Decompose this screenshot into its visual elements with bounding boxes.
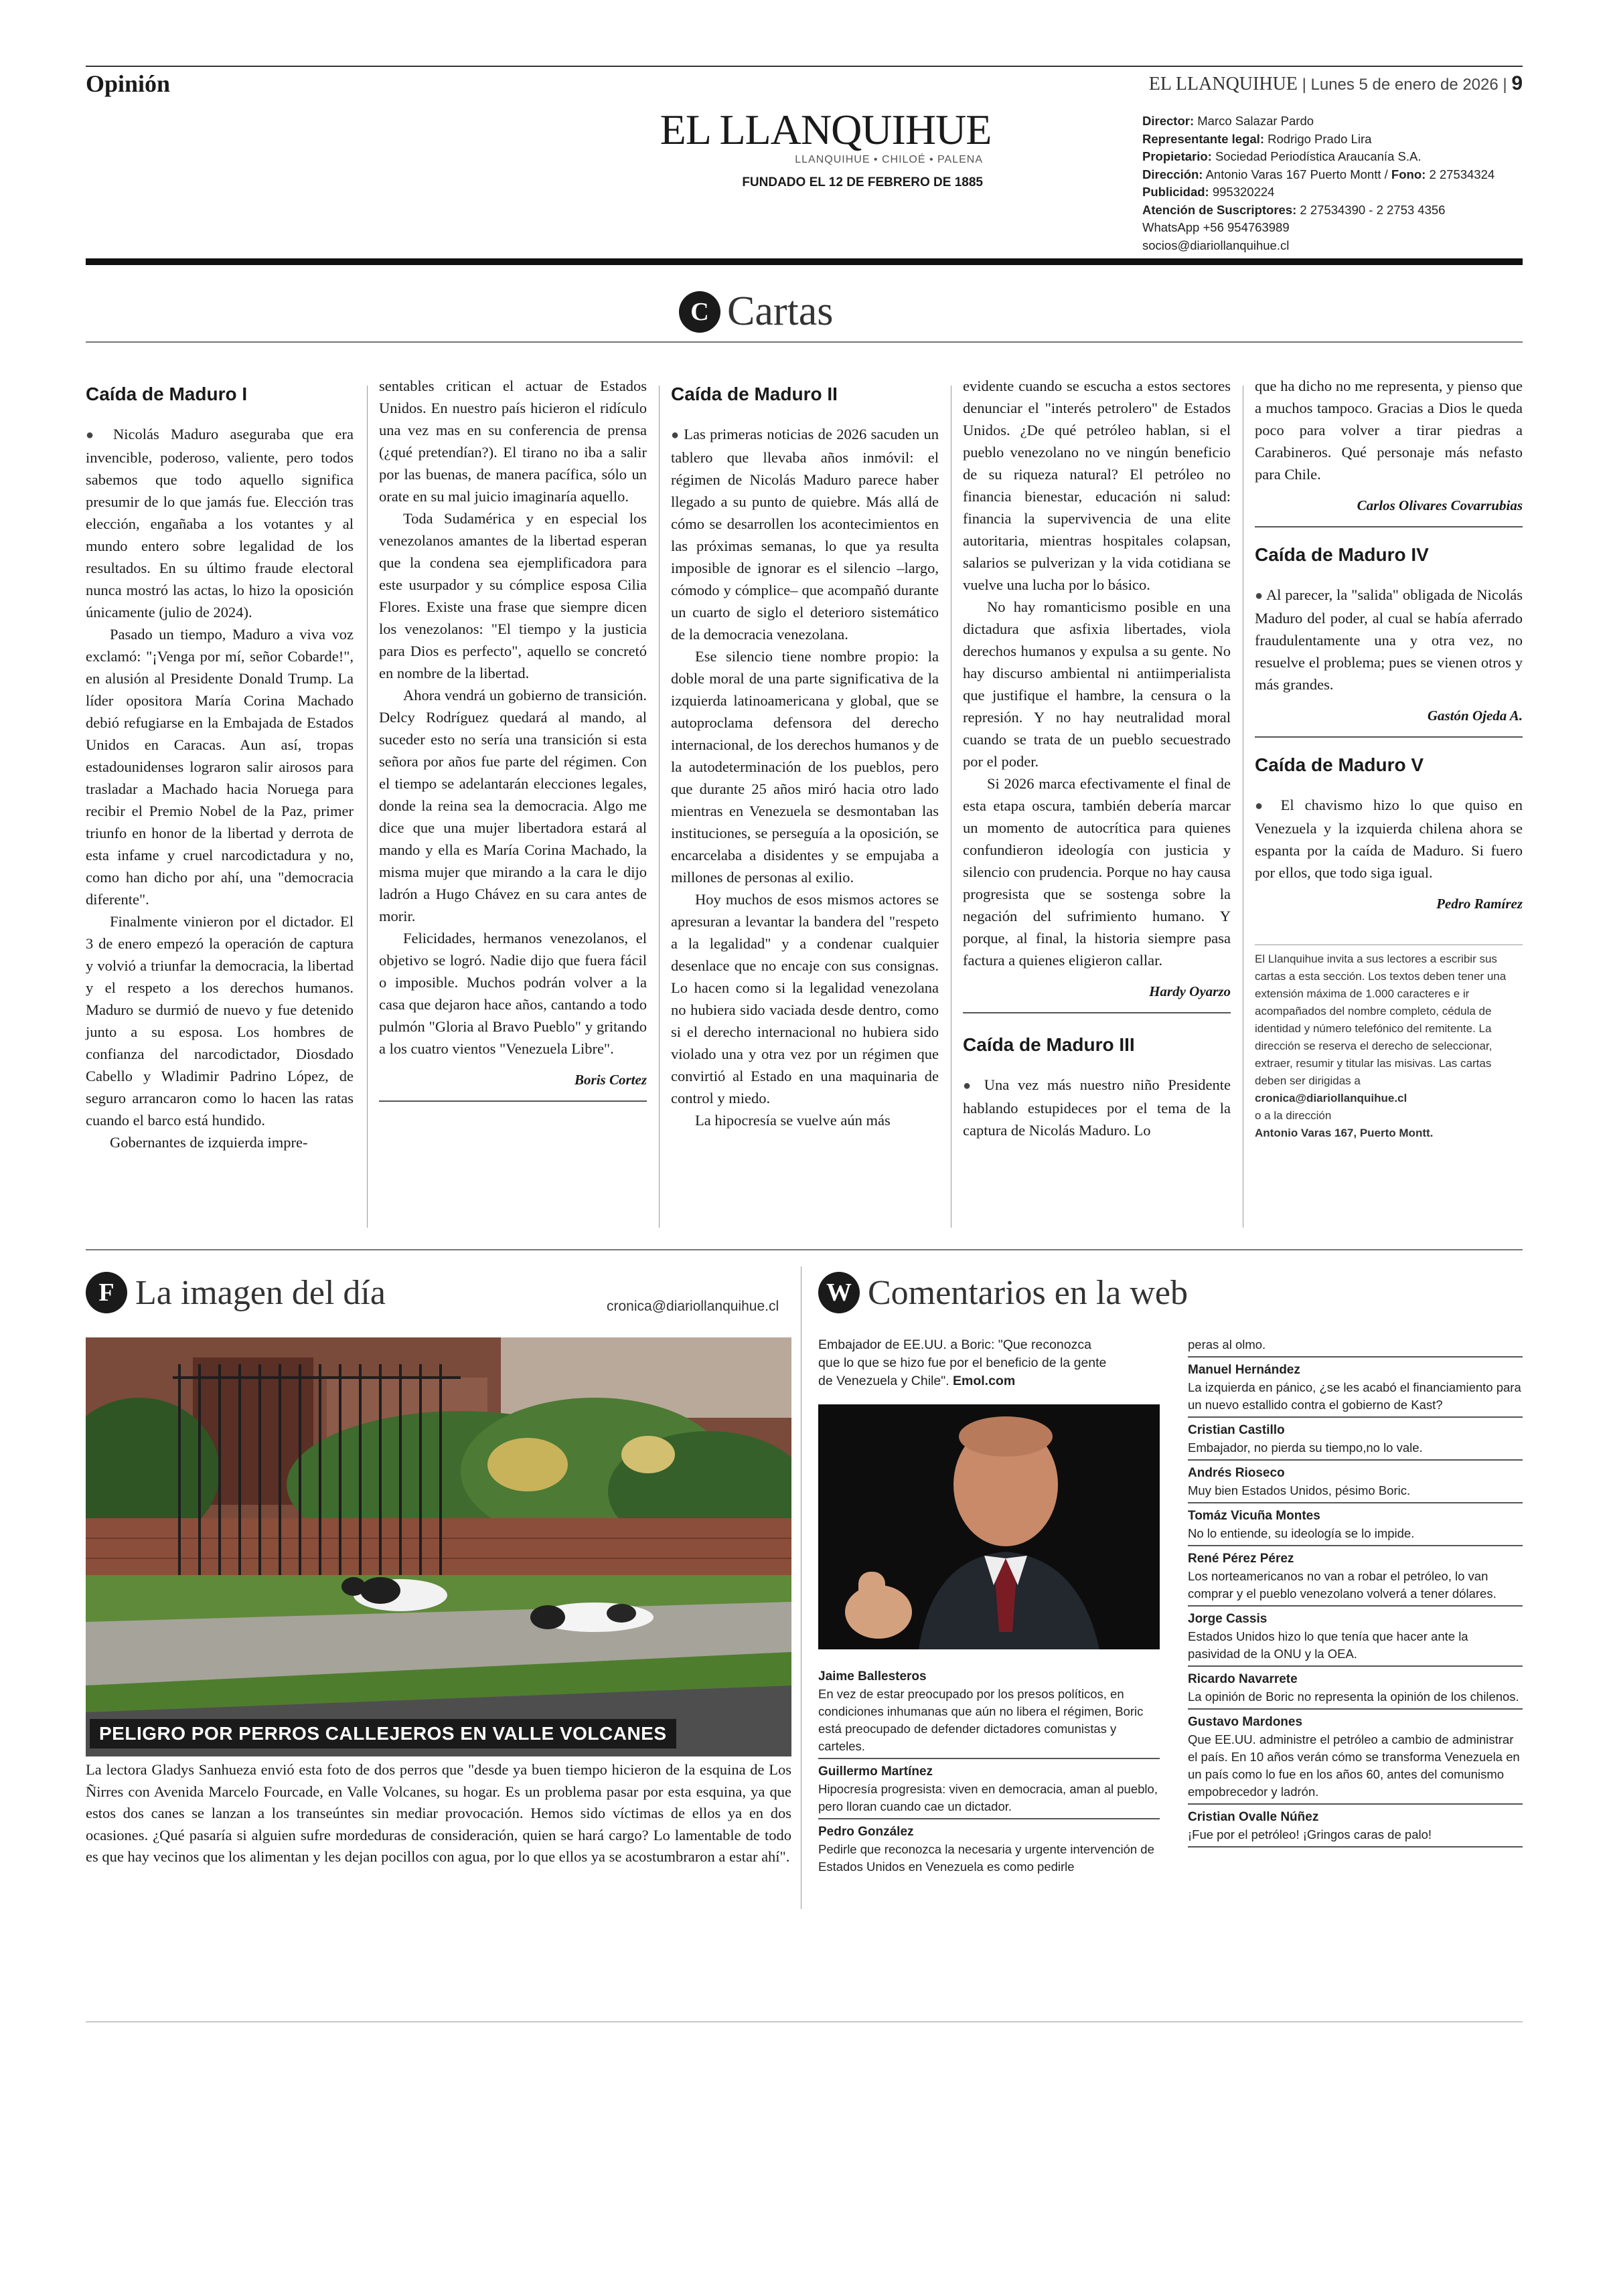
comment-text: Pedirle que reconozca la necesaria y urgente intervención de Estados Unidos en Venezuela es como pedirle (818, 1842, 1154, 1874)
letter-signature: Carlos Olivares Covarrubias (1255, 495, 1523, 527)
imagen-email[interactable]: cronica@diariollanquihue.cl (607, 1299, 779, 1314)
letter-paragraph: ● El chavismo hizo lo que quiso en Venezuela y la izquierda chilena ahora se espanta por la caída de Maduro. Si fuero por ellos, que todo siga igual. (1255, 797, 1523, 881)
comment-item (1188, 1550, 1523, 1607)
letter-column-5 (1255, 375, 1523, 1142)
folio-paper-name: EL LLANQUIHUE (1148, 74, 1298, 94)
comment-text: No lo entiende, su ideología se lo impide. (1188, 1526, 1415, 1540)
comment-item (1188, 1671, 1523, 1710)
letter-headline: Caída de Maduro V (1255, 754, 1424, 775)
imagen-title: La imagen del día (135, 1273, 386, 1312)
letter-signature: Hardy Oyarzo (963, 981, 1231, 1013)
comment-author: Gustavo Mardones (1188, 1715, 1303, 1729)
letter-paragraph: evidente cuando se escucha a estos sectores denunciar el "interés petrolero" de Estados Unidos. ¿De qué petróleo hablan, si el pueblo venezolano no ve ningún beneficio de su riqueza natural? El petróleo no financia bienestar, educación ni salud: financia la supervivencia de una elite autoritaria, mientras hospitales colapsan, salarios se pulverizan y la vida cotidiana se vuelve una lucha por lo básico. (963, 378, 1231, 593)
letter-headline: Caída de Maduro III (963, 1034, 1135, 1055)
letter-paragraph: Hoy muchos de esos mismos actores se apresuran a levantar la bandera del "respeto a la legalidad" y a condenar cualquier desenlace que no encaje con sus consignas. Lo hacen como si la legalidad venezolana no hubiera sido vaciada desde dentro, como si el derecho internacional no hubiera sido violado una y otra vez por un régimen que convirtió al Estado en una maquinaria de control y miedo. (671, 891, 939, 1106)
letter-paragraph: sentables critican el actuar de Estados Unidos. En nuestro país hicieron el ridículo una vez mas en su conferencia de prensa (¿qué pretendían?). El tirano no iba a salir por las buenas, de manera pacífica, sólo un orate en su mal juicio imaginaría aquello. (379, 378, 647, 505)
comment-text: En vez de estar preocupado por los presos políticos, en condiciones inhumanas que aún no libera el régimen, Boric está preocupado de defender dictadores comunistas y carteles. (818, 1687, 1144, 1753)
photo-description: La lectora Gladys Sanhueza envió esta foto de dos perros que "desde ya buen tiempo hicieron de la esquina de Los Ñirres con Avenida Marcelo Fourcade, en Valle Volcanes, su hogar. Es un problema pasar por esta esquina, ya que estos dos canes se lanzan a los transeúntes sin mediar provocación. Hemos sido víctimas de ellos ya en dos ocasiones. ¿Qué pasaría si alguien sufre mordeduras de consideración, quien se hará cargo? Lo lamentable de todo es que hay vecinos que los alimentan y les dejan pocillos con agua, por lo que ellos ya se acostumbraron a estar ahí". (86, 1761, 791, 1865)
bullet-icon: ● (671, 428, 680, 442)
folio: EL LLANQUIHUE | Lunes 5 de enero de 2026 | 9 (1148, 72, 1523, 94)
notice-address: Antonio Varas 167, Puerto Montt. (1255, 1127, 1434, 1139)
ambassador-photo (818, 1404, 1160, 1649)
bullet-icon: ● (86, 428, 102, 442)
section-label: Opinión (86, 70, 171, 97)
letter-paragraph: ● Una vez más nuestro niño Presidente hablando estupideces por el tema de la captura de Nicolás Maduro. Lo (963, 1076, 1231, 1139)
letter-paragraph: ● Las primeras noticias de 2026 sacuden un tablero que llevaba años inmóvil: el régimen de Nicolás Maduro parece haber llegado a su punto de quiebre. Más allá de cómo se desarrollen los acontecimientos en las próximas semanas, lo que ya resulta imposible de ignorar es el silencio –largo, cómodo y cómplice– que acompañó durante un cuarto de siglo el deterioro sistemático de la democracia venezolana. (671, 426, 939, 643)
portrait-illustration (818, 1404, 1160, 1649)
top-rule (86, 66, 1523, 67)
comment-author: Pedro González (818, 1825, 914, 1839)
comment-item (818, 1668, 1160, 1759)
comment-text: Estados Unidos hizo lo que tenía que hacer ante la pasividad de la ONU y la OEA. (1188, 1629, 1468, 1661)
logo-subtitle: LLANQUIHUE • CHILOÉ • PALENA (795, 154, 983, 165)
page-header (86, 0, 1523, 268)
comentarios-heading (818, 1272, 1188, 1313)
comment-text: Los norteamericanos no van a robar el petróleo, lo van comprar y el pueblo venezolano volverá a tener dólares. (1188, 1569, 1497, 1601)
imagen-badge-icon: F (86, 1272, 127, 1313)
letter-column-2 (379, 375, 647, 1102)
comment-item (1188, 1465, 1523, 1503)
comment-author: Manuel Hernández (1188, 1363, 1300, 1377)
newspaper-logo: EL LLANQUIHUE (660, 106, 992, 153)
comment-item (1188, 1422, 1523, 1461)
letter-headline: Caída de Maduro I (86, 384, 248, 404)
cartas-heading (679, 288, 833, 335)
comment-author: Cristian Ovalle Núñez (1188, 1810, 1319, 1824)
letter-signature: Pedro Ramírez (1436, 896, 1523, 912)
comentarios-title: Comentarios en la web (868, 1273, 1188, 1312)
comment-author: Cristian Castillo (1188, 1423, 1285, 1437)
comment-text: ¡Fue por el petróleo! ¡Gringos caras de palo! (1188, 1827, 1432, 1841)
letter-paragraph: ● Nicolás Maduro aseguraba que era invencible, poderoso, valiente, pero todos sabemos que todo aquello significa presumir de lo que jamás fue. Elección tras elección, engañaba a los votantes y al mundo entero sobre legalidad de los resultados. En su último fraude electoral nunca mostró las actas, lo hizo la oposición únicamente (julio de 2024). (86, 426, 354, 621)
street-dogs-photo (86, 1337, 791, 1756)
comment-author: Ricardo Navarrete (1188, 1672, 1298, 1686)
letter-paragraph: Ahora vendrá un gobierno de transición. Delcy Rodríguez quedará al mando, al suceder esto no sería una transición si esta señora por años fue parte del régimen. Con el tiempo se adelantarán elecciones legales, donde la reina sea la democracia. Algo me dice que una mujer libertadora estará al mando y ella es María Corina Machado, la misma mujer que mirando a la cara le dijo ladrón a Hugo Chávez en su cara antes de morir. (379, 687, 647, 924)
letter-signature: Boris Cortez (379, 1069, 647, 1102)
comment-author: Tomáz Vicuña Montes (1188, 1509, 1320, 1523)
letter-column-3 (671, 375, 939, 1131)
section-rule (86, 341, 1523, 343)
staff-box (1142, 112, 1495, 254)
staff-line: Publicidad: 995320224 (1142, 185, 1275, 199)
staff-line: Propietario: Sociedad Periodística Araucanía S.A. (1142, 149, 1422, 163)
intro-source[interactable]: Emol.com (952, 1374, 1016, 1388)
imagen-heading (86, 1272, 386, 1313)
comments-right-column (1188, 1336, 1523, 1852)
comment-author: René Pérez Pérez (1188, 1552, 1294, 1566)
header-thick-rule (86, 258, 1523, 265)
letter-paragraph: que ha dicho no me representa, y pienso que a muchos tampoco. Gracias a Dios le queda poco para volver a tirar piedras a Carabineros. Qué personaje más nefasto para Chile. (1255, 378, 1523, 483)
comment-item (1188, 1507, 1523, 1546)
founded-line: FUNDADO EL 12 DE FEBRERO DE 1885 (742, 175, 983, 189)
staff-line: WhatsApp +56 954763989 (1142, 220, 1290, 234)
comment-author: Jorge Cassis (1188, 1612, 1268, 1626)
masthead (655, 108, 996, 190)
letter-paragraph: Felicidades, hermanos venezolanos, el objetivo se logró. Nadie dijo que fuera fácil o imposible. Muchos podrán volver a la casa que dejaron hace años, cantando a todo pulmón "Gloria al Bravo Pueblo" y gritando a los cuatro vientos "Venezuela Libre". (379, 930, 647, 1057)
letter-column-1 (86, 375, 354, 1153)
letter-signature: Gastón Ojeda A. (1255, 705, 1523, 738)
letter-paragraph: No hay romanticismo posible en una dictadura que asfixia libertades, viola derechos humanos y expulsa a su gente. No hay discurso ambiental ni antiimperialista que justifique el hambre, la censura o la represión. Y no hay neutralidad moral cuando se trata de un pueblo secuestrado por el poder. (963, 598, 1231, 770)
comment-text: Hipocresía progresista: viven en democracia, aman al pueblo, pero lloran cuando cae un dictador. (818, 1782, 1158, 1813)
comment-item (1188, 1714, 1523, 1805)
letter-headline: Caída de Maduro IV (1255, 544, 1429, 565)
bullet-icon: ● (963, 1078, 976, 1093)
comentarios-intro: Embajador de EE.UU. a Boric: "Que reconozca que lo que se hizo fue por el beneficio de la gente de Venezuela y Chile". Emol.com (818, 1337, 1107, 1388)
web-badge-icon: W (818, 1272, 860, 1313)
letter-paragraph: Finalmente vinieron por el dictador. El 3 de enero empezó la operación de captura y volvió a triunfar la democracia, la libertad y el respeto a los derechos humanos. Maduro se durmió de nuevo y fue detenido junto a su esposa. Los hombres de confianza del narcodictador, Diosdado Cabello y Wladimir Padrino López, de seguro arrancaron como lo hacen las ratas cuando el barco está hundido. (86, 913, 354, 1129)
letter-paragraph: Ese silencio tiene nombre propio: la doble moral de una parte significativa de la izquierda latinoamericana y global, que se autoproclama defensora del derecho internacional, de los derechos humanos y de la autodeterminación de los pueblos, pero que durante 25 años miró hacia otro lado mientras en Venezuela se desmontaban las instituciones, se perseguía a la oposición, se encarcelaba a disidentes y se empujaba a millones de personas al exilio. (671, 648, 939, 886)
comment-author: Andrés Rioseco (1188, 1466, 1285, 1480)
photo-illustration (86, 1337, 791, 1756)
photo-caption: PELIGRO POR PERROS CALLEJEROS EN VALLE VOLCANES (90, 1719, 676, 1748)
letter-paragraph: La hipocresía se vuelve aún más (695, 1112, 891, 1129)
letter-paragraph: Gobernantes de izquierda impre- (110, 1134, 308, 1151)
cartas-badge-icon: C (679, 291, 720, 333)
comment-item (818, 1763, 1160, 1819)
cartas-title: Cartas (727, 289, 834, 334)
staff-line: Representante legal: Rodrigo Prado Lira (1142, 131, 1372, 146)
column-divider (367, 386, 368, 1228)
staff-line: Director: Marco Salazar Pardo (1142, 114, 1314, 128)
letter-column-4 (963, 375, 1231, 1141)
bullet-icon: ● (1255, 588, 1264, 603)
page-number: 9 (1511, 72, 1523, 94)
staff-line[interactable]: socios@diariollanquihue.cl (1142, 238, 1290, 252)
comment-text: La opinión de Boric no representa la opinión de los chilenos. (1188, 1690, 1519, 1704)
comment-text: Embajador, no pierda su tiempo,no lo vale. (1188, 1441, 1423, 1455)
comment-text: Muy bien Estados Unidos, pésimo Boric. (1188, 1483, 1411, 1497)
bullet-icon: ● (1255, 799, 1270, 813)
submission-notice: El Llanquihue invita a sus lectores a escribir sus cartas a esta sección. Los textos deben tener una extensión máxima de 1.000 caracteres e ir acompañados del nombre completo, cédula de identidad y número telefónico del remitente. La dirección se reserva el derecho de seleccionar, extraer, resumir y titular las misivas. Las cartas deben ser dirigidas a cronica@diariollanquihue.cl o a la dirección Antonio Varas 167, Puerto Montt. (1255, 945, 1523, 1142)
column-divider (659, 386, 660, 1228)
letter-paragraph: Toda Sudamérica y en especial los venezolanos amantes de la libertad esperan que la condena sea ejemplificadora para este usurpador y su cómplice esposa Cilia Flores. Existe una frase que siempre dicen los venezolanos: "El tiempo y la justicia para Dios es perfecto", aquello se concretó en nombre de la libertad. (379, 510, 647, 681)
comment-item (1188, 1362, 1523, 1418)
staff-line: Dirección: Antonio Varas 167 Puerto Montt / Fono: 2 27534324 (1142, 167, 1495, 181)
section-rule (86, 1249, 1523, 1250)
comment-text: La izquierda en pánico, ¿se les acabó el financiamiento para un nuevo estallido contra el gobierno de Kast? (1188, 1380, 1521, 1412)
comment-item (818, 1823, 1160, 1876)
comment-item (1188, 1611, 1523, 1667)
letter-paragraph: Pasado un tiempo, Maduro a viva voz exclamó: "¡Venga por mí, señor Cobarde!", en alusión al Presidente Donald Trump. La líder opositora María Corina Machado debió refugiarse en la Embajada de Estados Unidos en Caracas. Aun así, tropas estadounidenses lograron salir airosos para trasladar a Machado hacia Noruega para recibir el Premio Nobel de la Paz, primer triunfo en honor de la libertad y derrota de esta infame y cruel narcodictadura y no, como han dicho por ahí, una "democracia diferente". (86, 626, 354, 908)
comment-continuation: peras al olmo. (1188, 1336, 1523, 1358)
comment-text: Que EE.UU. administre el petróleo a cambio de administrar el país. En 10 años verán cómo se transforma Venezuela en un país como lo fue en los años 60, antes del comunismo empobrecedor y ladrón. (1188, 1732, 1520, 1799)
letter-paragraph: Si 2026 marca efectivamente el final de esta etapa oscura, también debería marcar un momento de autocrítica para quienes confundieron ideología con justicia y silencio con prudencia. Porque no hay causa progresista que se sostenga sobre la negación del sufrimiento humano. Y porque, al final, la historia siempre pasa factura a quienes eligieron callar. (963, 775, 1231, 969)
staff-line: Atención de Suscriptores: 2 27534390 - 2 2753 4356 (1142, 202, 1446, 217)
comment-author: Guillermo Martínez (818, 1765, 933, 1779)
folio-date: Lunes 5 de enero de 2026 (1310, 76, 1499, 94)
letter-headline: Caída de Maduro II (671, 384, 838, 404)
comment-item (1188, 1809, 1523, 1848)
comment-author: Jaime Ballesteros (818, 1669, 927, 1684)
letter-paragraph: ● Al parecer, la "salida" obligada de Nicolás Maduro del poder, al cual se había aferrado fraudulentamente una y otra vez, no resuelve el problema; pues se vienen otros y más grandes. (1255, 586, 1523, 693)
comments-left-column (818, 1668, 1160, 1876)
notice-email-link[interactable]: cronica@diariollanquihue.cl (1255, 1092, 1407, 1104)
